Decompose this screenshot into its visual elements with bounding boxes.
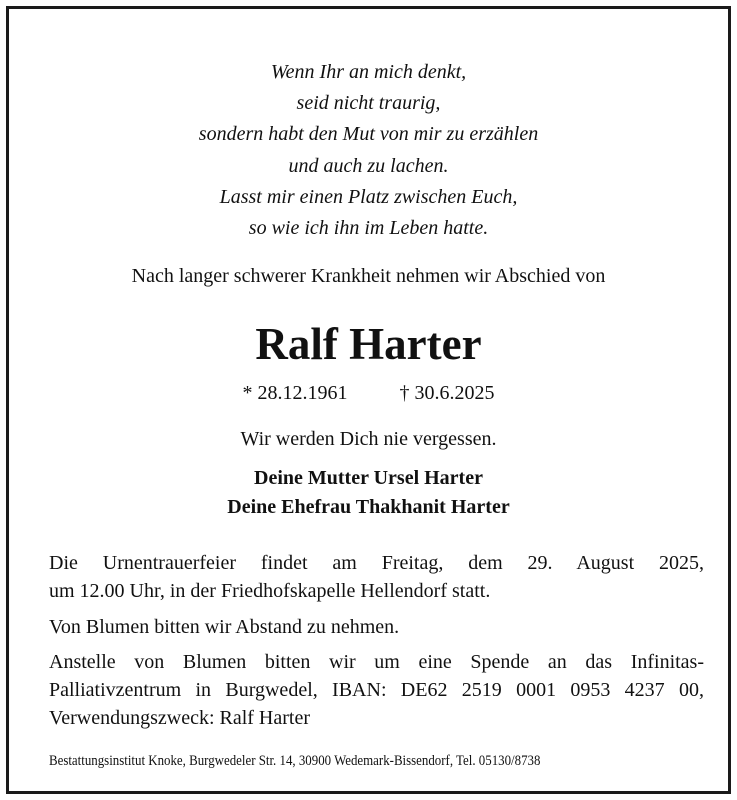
ceremony-line-1: Die Urnentrauerfeier findet am Freitag, dem 29. August 2025, [49, 552, 704, 574]
donation-notice [49, 648, 704, 732]
remembrance-line: Wir werden Dich nie vergessen. [240, 428, 497, 450]
life-dates [9, 380, 728, 406]
donation-line-2: Palliativzentrum in Burgwedel, IBAN: DE62 2519 0001 0953 4237 00, [49, 679, 704, 701]
poem-line: sondern habt den Mut von mir zu erzählen [198, 123, 539, 146]
memorial-poem [9, 57, 728, 244]
poem-line: seid nicht traurig, [296, 92, 441, 115]
deceased-name: Ralf Harter [255, 319, 482, 369]
birth-date: * 28.12.1961 [242, 382, 348, 404]
farewell-intro: Nach langer schwerer Krankheit nehmen wir Abschied von [131, 265, 606, 287]
mourner-mother: Deine Mutter Ursel Harter [254, 467, 483, 489]
obituary-frame [6, 6, 731, 794]
flowers-line: Von Blumen bitten wir Abstand zu nehmen. [49, 616, 400, 638]
donation-line-1: Anstelle von Blumen bitten wir um eine Spende an das Infinitas- [49, 651, 704, 673]
poem-line: Lasst mir einen Platz zwischen Euch, [219, 185, 518, 208]
flowers-notice [49, 613, 704, 641]
donation-line-3: Verwendungszweck: Ralf Harter [49, 707, 311, 729]
mourner-wife: Deine Ehefrau Thakhanit Harter [227, 496, 510, 518]
ceremony-notice [49, 549, 704, 605]
funeral-home-footer: Bestattungsinstitut Knoke, Burgwedeler Str. 14, 30900 Wedemark-Bissendorf, Tel. 05130/8738 [49, 753, 541, 769]
poem-line: Wenn Ihr an mich denkt, [270, 61, 467, 83]
mourners [9, 464, 728, 522]
poem-line: und auch zu lachen. [288, 154, 449, 177]
poem-line: so wie ich ihn im Leben hatte. [248, 217, 489, 240]
ceremony-line-2: um 12.00 Uhr, in der Friedhofskapelle Hellendorf statt. [49, 580, 491, 602]
death-date: † 30.6.2025 [399, 382, 495, 404]
